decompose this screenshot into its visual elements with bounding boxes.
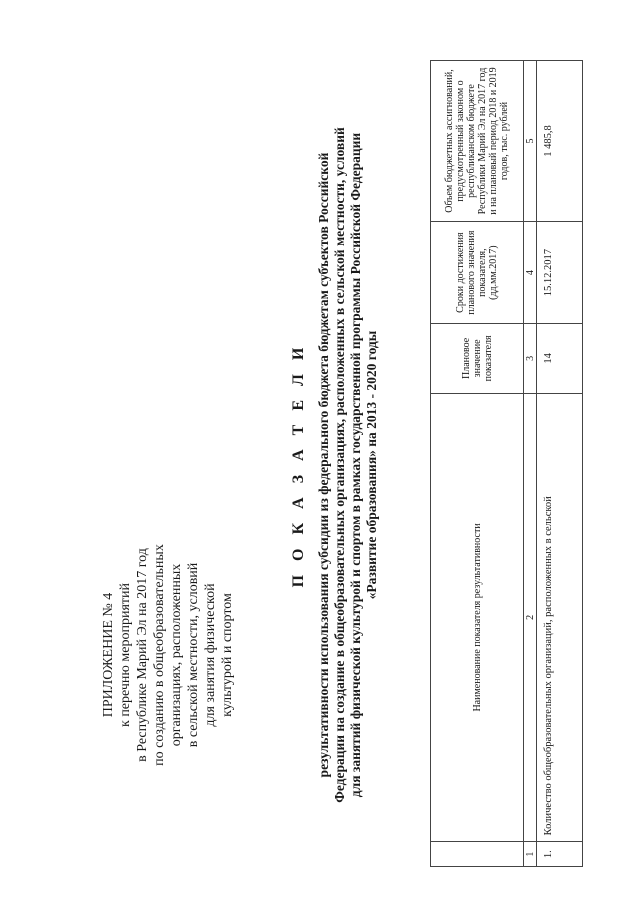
- appendix-line: культурой и спортом: [220, 593, 235, 717]
- document-title: П О К А З А Т Е Л И: [290, 342, 307, 588]
- appendix-line: в сельской местности, условий: [186, 562, 201, 748]
- table-header-row: [431, 61, 524, 867]
- appendix-line: ПРИЛОЖЕНИЕ № 4: [101, 592, 116, 718]
- indicators-table: [430, 60, 583, 867]
- header-cell: Наименование показателя результативности: [431, 393, 524, 842]
- plan-value: 14: [537, 324, 583, 393]
- heading-line: результативности использования субсидии из федерального бюджета бюджетам субъектов Российской: [316, 152, 331, 778]
- column-number-row: [524, 61, 537, 867]
- header-cell: Сроки достижения планового значения показателя, (дд.мм.2017): [431, 222, 524, 324]
- heading-line: «Развитие образования» на 2013 - 2020 годы: [364, 330, 379, 600]
- column-number: 4: [524, 222, 537, 324]
- appendix-line: по созданию в общеобразовательных: [152, 544, 167, 766]
- column-number: 3: [524, 324, 537, 393]
- table-row: [537, 61, 583, 867]
- appendix-line: для занятия физической: [203, 583, 218, 727]
- budget-amount: 1 485,8: [537, 61, 583, 222]
- appendix-line: организациях, расположенных: [169, 563, 184, 747]
- appendix-line: к перечню мероприятий: [118, 583, 133, 727]
- document-heading: [290, 65, 380, 865]
- appendix-line: в Республике Марий Эл на 2017 год: [135, 548, 150, 762]
- header-cell: Объем бюджетных ассигнований, предусмотренный законом о республиканском бюджете Республики Марий Эл на 2017 год и на плановый период 2018 и 2019 годов, тыс. рублей: [431, 61, 524, 222]
- appendix-block: [100, 535, 236, 775]
- header-cell: Плановое значение показателя: [431, 324, 524, 393]
- indicator-name: Количество общеобразовательных организаций, расположенных в сельской: [537, 393, 583, 842]
- header-cell: [431, 842, 524, 867]
- heading-line: Федерации на создание в общеобразовательных организациях, расположенных в сельской местности, условий: [332, 127, 347, 803]
- column-number: 1: [524, 842, 537, 867]
- column-number: 2: [524, 393, 537, 842]
- heading-line: для занятий физической культурой и спортом в рамках государственной программы Российской Федерации: [348, 132, 363, 798]
- column-number: 5: [524, 61, 537, 222]
- row-number: 1.: [537, 842, 583, 867]
- deadline-value: 15.12.2017: [537, 222, 583, 324]
